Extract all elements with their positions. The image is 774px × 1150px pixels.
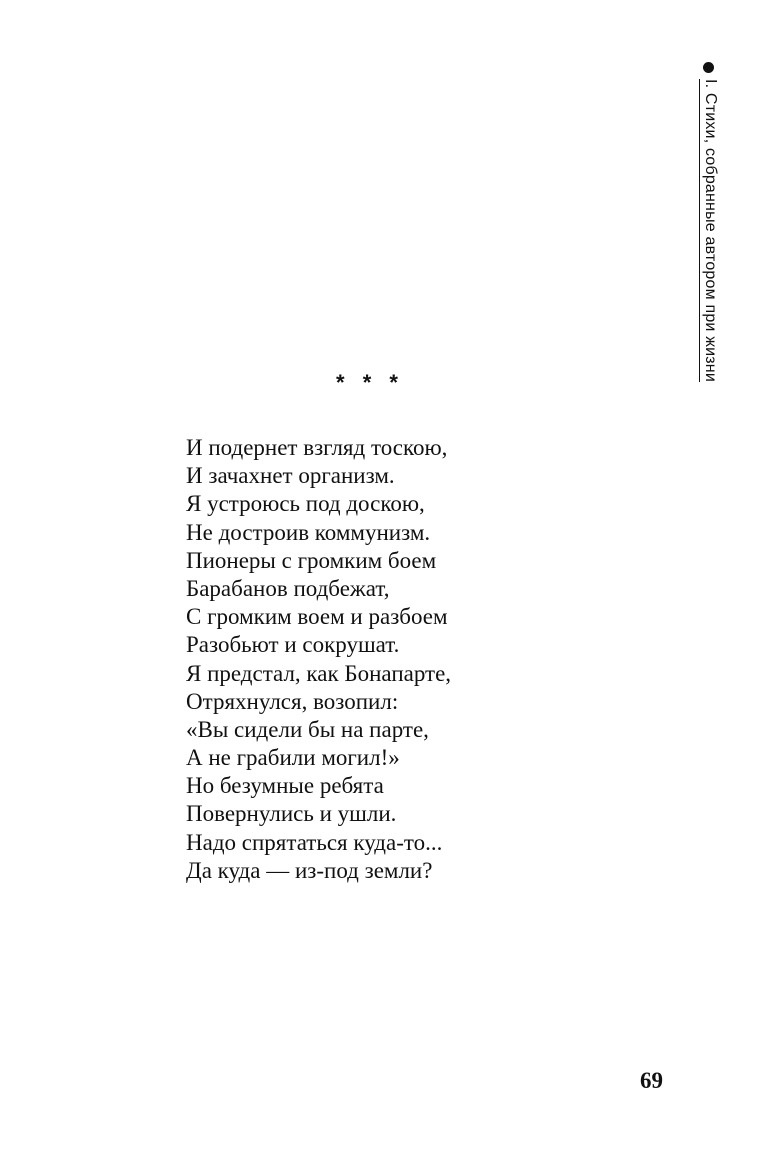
poem-text [186, 434, 606, 885]
section-asterisms: * * * [336, 370, 404, 395]
page-number: 69 [640, 1068, 663, 1093]
poem-line: И зачахнет организм. [186, 463, 395, 489]
poem-line: Я предстал, как Бонапарте, [186, 660, 452, 686]
poem-line: Не достроив коммунизм. [186, 519, 431, 545]
poem-line: Повернулись и ушли. [186, 801, 397, 827]
poem-line: А не грабили могил!» [186, 745, 400, 771]
running-header [698, 62, 720, 398]
poem-line: Да куда — из-под земли? [186, 857, 433, 883]
running-header-text: I. Стихи, собранные автором при жизни [699, 79, 719, 382]
poem-line: Отряхнулся, возопил: [186, 688, 399, 714]
poem-line: Пионеры с громким боем [186, 547, 437, 573]
poem-line: Разобьют и сокрушат. [186, 632, 400, 658]
poem-line: Барабанов подбежат, [186, 575, 390, 601]
poem-line: Надо спрятаться куда-то... [186, 829, 443, 855]
poem-line: Но безумные ребята [186, 773, 384, 799]
running-header-inner [698, 62, 720, 398]
bullet-icon [704, 62, 715, 73]
poem-line: Я устроюсь под доскою, [186, 491, 425, 517]
poem-line: И подернет взгляд тоскою, [186, 435, 448, 460]
poem-line: «Вы сидели бы на парте, [186, 716, 429, 742]
poem-line: С громким воем и разбоем [186, 604, 448, 630]
